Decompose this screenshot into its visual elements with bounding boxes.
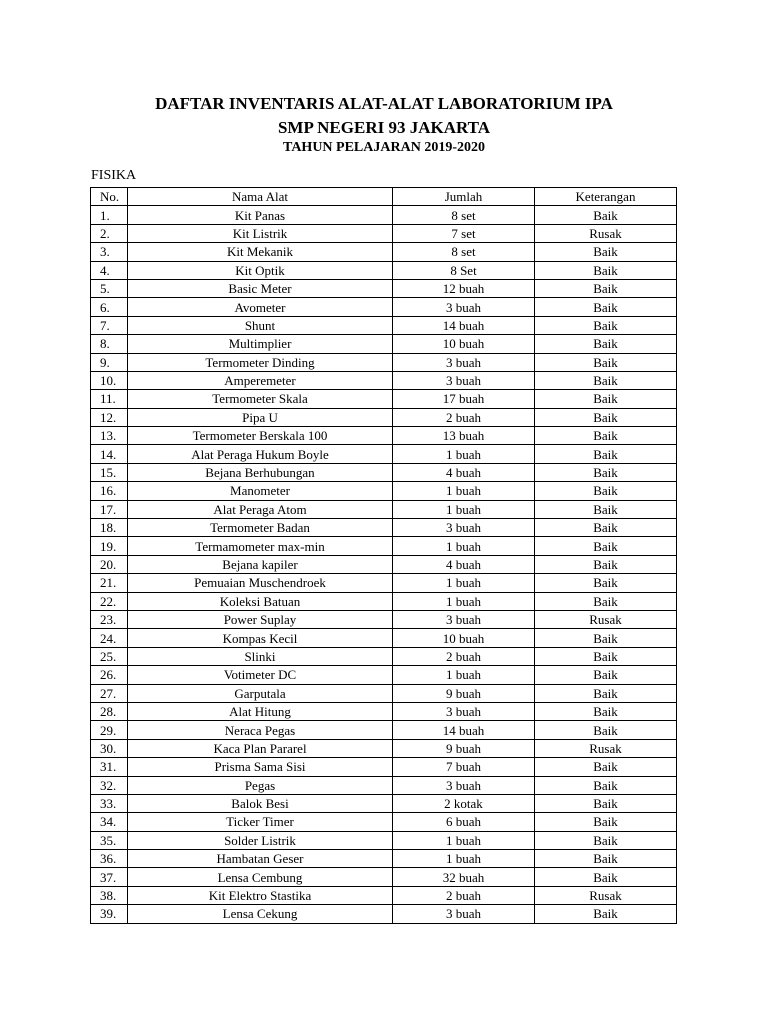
table-row xyxy=(91,224,677,242)
cell-keterangan: Baik xyxy=(535,592,677,610)
table-row xyxy=(91,702,677,720)
cell-nama-alat: Kompas Kecil xyxy=(128,629,393,647)
cell-jumlah: 9 buah xyxy=(393,684,535,702)
cell-nama-alat: Kaca Plan Pararel xyxy=(128,739,393,757)
cell-keterangan: Baik xyxy=(535,574,677,592)
cell-jumlah: 1 buah xyxy=(393,666,535,684)
cell-keterangan: Baik xyxy=(535,758,677,776)
cell-no: 15. xyxy=(91,463,128,481)
cell-jumlah: 3 buah xyxy=(393,776,535,794)
cell-keterangan: Baik xyxy=(535,500,677,518)
table-row xyxy=(91,721,677,739)
cell-jumlah: 3 buah xyxy=(393,371,535,389)
table-row xyxy=(91,500,677,518)
cell-no: 19. xyxy=(91,537,128,555)
cell-jumlah: 1 buah xyxy=(393,445,535,463)
table-row xyxy=(91,482,677,500)
table-row xyxy=(91,684,677,702)
cell-jumlah: 13 buah xyxy=(393,427,535,445)
table-row xyxy=(91,574,677,592)
cell-keterangan: Rusak xyxy=(535,610,677,628)
cell-jumlah: 1 buah xyxy=(393,592,535,610)
cell-nama-alat: Termometer Dinding xyxy=(128,353,393,371)
cell-no: 6. xyxy=(91,298,128,316)
cell-jumlah: 1 buah xyxy=(393,850,535,868)
cell-no: 21. xyxy=(91,574,128,592)
table-row xyxy=(91,868,677,886)
cell-keterangan: Baik xyxy=(535,316,677,334)
table-row xyxy=(91,886,677,904)
section-label: FISIKA xyxy=(91,168,137,183)
table-row xyxy=(91,610,677,628)
cell-keterangan: Baik xyxy=(535,647,677,665)
cell-jumlah: 7 set xyxy=(393,224,535,242)
table-header-row xyxy=(91,188,677,206)
table-row xyxy=(91,647,677,665)
cell-no: 1. xyxy=(91,206,128,224)
cell-jumlah: 12 buah xyxy=(393,279,535,297)
cell-no: 5. xyxy=(91,279,128,297)
cell-keterangan: Baik xyxy=(535,831,677,849)
cell-jumlah: 10 buah xyxy=(393,335,535,353)
cell-no: 18. xyxy=(91,519,128,537)
table-row xyxy=(91,463,677,481)
table-row xyxy=(91,537,677,555)
cell-jumlah: 3 buah xyxy=(393,519,535,537)
cell-keterangan: Rusak xyxy=(535,739,677,757)
cell-nama-alat: Kit Panas xyxy=(128,206,393,224)
column-header-keterangan: Keterangan xyxy=(535,188,677,206)
cell-nama-alat: Pemuaian Muschendroek xyxy=(128,574,393,592)
table-row xyxy=(91,739,677,757)
cell-nama-alat: Pegas xyxy=(128,776,393,794)
table-row xyxy=(91,555,677,573)
cell-jumlah: 3 buah xyxy=(393,610,535,628)
cell-no: 3. xyxy=(91,243,128,261)
cell-nama-alat: Lensa Cembung xyxy=(128,868,393,886)
table-body xyxy=(91,206,677,923)
cell-jumlah: 14 buah xyxy=(393,721,535,739)
cell-no: 9. xyxy=(91,353,128,371)
table-row xyxy=(91,629,677,647)
cell-nama-alat: Koleksi Batuan xyxy=(128,592,393,610)
cell-nama-alat: Shunt xyxy=(128,316,393,334)
cell-keterangan: Baik xyxy=(535,555,677,573)
cell-nama-alat: Solder Listrik xyxy=(128,831,393,849)
cell-no: 29. xyxy=(91,721,128,739)
table-row xyxy=(91,831,677,849)
cell-nama-alat: Alat Peraga Hukum Boyle xyxy=(128,445,393,463)
cell-keterangan: Baik xyxy=(535,519,677,537)
cell-no: 37. xyxy=(91,868,128,886)
cell-nama-alat: Power Suplay xyxy=(128,610,393,628)
cell-keterangan: Baik xyxy=(535,684,677,702)
table-row xyxy=(91,206,677,224)
document-title: DAFTAR INVENTARIS ALAT-ALAT LABORATORIUM IPA xyxy=(155,94,613,113)
cell-no: 4. xyxy=(91,261,128,279)
cell-jumlah: 4 buah xyxy=(393,555,535,573)
column-header-no: No. xyxy=(91,188,128,206)
cell-nama-alat: Lensa Cekung xyxy=(128,905,393,923)
cell-no: 12. xyxy=(91,408,128,426)
column-header-jumlah: Jumlah xyxy=(393,188,535,206)
cell-nama-alat: Termamometer max-min xyxy=(128,537,393,555)
cell-no: 27. xyxy=(91,684,128,702)
academic-year: TAHUN PELAJARAN 2019-2020 xyxy=(283,140,485,155)
cell-jumlah: 2 buah xyxy=(393,408,535,426)
cell-keterangan: Baik xyxy=(535,298,677,316)
cell-no: 23. xyxy=(91,610,128,628)
cell-nama-alat: Bejana Berhubungan xyxy=(128,463,393,481)
cell-nama-alat: Votimeter DC xyxy=(128,666,393,684)
cell-nama-alat: Hambatan Geser xyxy=(128,850,393,868)
cell-keterangan: Baik xyxy=(535,850,677,868)
cell-keterangan: Baik xyxy=(535,279,677,297)
cell-nama-alat: Termometer Skala xyxy=(128,390,393,408)
table-row xyxy=(91,279,677,297)
cell-keterangan: Baik xyxy=(535,408,677,426)
table-row xyxy=(91,427,677,445)
inventory-table xyxy=(90,187,677,924)
table-row xyxy=(91,776,677,794)
cell-jumlah: 8 Set xyxy=(393,261,535,279)
cell-jumlah: 2 buah xyxy=(393,886,535,904)
cell-jumlah: 1 buah xyxy=(393,500,535,518)
cell-jumlah: 17 buah xyxy=(393,390,535,408)
cell-keterangan: Baik xyxy=(535,868,677,886)
cell-nama-alat: Kit Elektro Stastika xyxy=(128,886,393,904)
cell-no: 24. xyxy=(91,629,128,647)
cell-keterangan: Rusak xyxy=(535,886,677,904)
cell-nama-alat: Slinki xyxy=(128,647,393,665)
cell-no: 39. xyxy=(91,905,128,923)
cell-keterangan: Baik xyxy=(535,353,677,371)
cell-jumlah: 14 buah xyxy=(393,316,535,334)
cell-no: 30. xyxy=(91,739,128,757)
column-header-nama-alat: Nama Alat xyxy=(128,188,393,206)
table-row xyxy=(91,850,677,868)
table-row xyxy=(91,905,677,923)
table-row xyxy=(91,519,677,537)
table-row xyxy=(91,794,677,812)
cell-jumlah: 32 buah xyxy=(393,868,535,886)
cell-nama-alat: Termometer Badan xyxy=(128,519,393,537)
cell-no: 28. xyxy=(91,702,128,720)
cell-no: 22. xyxy=(91,592,128,610)
cell-keterangan: Baik xyxy=(535,537,677,555)
cell-no: 8. xyxy=(91,335,128,353)
cell-keterangan: Baik xyxy=(535,445,677,463)
table-row xyxy=(91,408,677,426)
cell-nama-alat: Pipa U xyxy=(128,408,393,426)
cell-keterangan: Baik xyxy=(535,243,677,261)
cell-keterangan: Baik xyxy=(535,702,677,720)
cell-keterangan: Baik xyxy=(535,427,677,445)
cell-no: 38. xyxy=(91,886,128,904)
cell-nama-alat: Amperemeter xyxy=(128,371,393,389)
cell-no: 36. xyxy=(91,850,128,868)
cell-nama-alat: Multimplier xyxy=(128,335,393,353)
cell-jumlah: 3 buah xyxy=(393,702,535,720)
cell-keterangan: Baik xyxy=(535,335,677,353)
school-name: SMP NEGERI 93 JAKARTA xyxy=(277,118,491,137)
cell-keterangan: Baik xyxy=(535,721,677,739)
table-row xyxy=(91,316,677,334)
cell-no: 35. xyxy=(91,831,128,849)
table-row xyxy=(91,813,677,831)
cell-no: 33. xyxy=(91,794,128,812)
cell-jumlah: 9 buah xyxy=(393,739,535,757)
cell-jumlah: 8 set xyxy=(393,206,535,224)
cell-no: 2. xyxy=(91,224,128,242)
cell-nama-alat: Ticker Timer xyxy=(128,813,393,831)
table-row xyxy=(91,335,677,353)
table-row xyxy=(91,390,677,408)
cell-jumlah: 2 kotak xyxy=(393,794,535,812)
cell-jumlah: 3 buah xyxy=(393,298,535,316)
table-row xyxy=(91,758,677,776)
cell-jumlah: 3 buah xyxy=(393,353,535,371)
cell-no: 14. xyxy=(91,445,128,463)
cell-no: 26. xyxy=(91,666,128,684)
cell-keterangan: Baik xyxy=(535,629,677,647)
cell-jumlah: 3 buah xyxy=(393,905,535,923)
cell-nama-alat: Garputala xyxy=(128,684,393,702)
table-row xyxy=(91,298,677,316)
cell-jumlah: 1 buah xyxy=(393,537,535,555)
cell-jumlah: 8 set xyxy=(393,243,535,261)
cell-keterangan: Baik xyxy=(535,371,677,389)
cell-nama-alat: Alat Peraga Atom xyxy=(128,500,393,518)
cell-nama-alat: Basic Meter xyxy=(128,279,393,297)
cell-no: 25. xyxy=(91,647,128,665)
cell-nama-alat: Avometer xyxy=(128,298,393,316)
cell-keterangan: Baik xyxy=(535,813,677,831)
table-row xyxy=(91,261,677,279)
cell-jumlah: 7 buah xyxy=(393,758,535,776)
cell-no: 17. xyxy=(91,500,128,518)
cell-nama-alat: Kit Mekanik xyxy=(128,243,393,261)
cell-no: 34. xyxy=(91,813,128,831)
cell-jumlah: 4 buah xyxy=(393,463,535,481)
cell-nama-alat: Termometer Berskala 100 xyxy=(128,427,393,445)
table-row xyxy=(91,353,677,371)
cell-nama-alat: Kit Listrik xyxy=(128,224,393,242)
cell-no: 20. xyxy=(91,555,128,573)
cell-no: 13. xyxy=(91,427,128,445)
cell-no: 31. xyxy=(91,758,128,776)
cell-keterangan: Baik xyxy=(535,776,677,794)
cell-nama-alat: Bejana kapiler xyxy=(128,555,393,573)
cell-jumlah: 1 buah xyxy=(393,574,535,592)
cell-nama-alat: Balok Besi xyxy=(128,794,393,812)
cell-keterangan: Baik xyxy=(535,794,677,812)
table-row xyxy=(91,243,677,261)
cell-no: 11. xyxy=(91,390,128,408)
cell-no: 7. xyxy=(91,316,128,334)
cell-nama-alat: Kit Optik xyxy=(128,261,393,279)
table-row xyxy=(91,592,677,610)
table-row xyxy=(91,666,677,684)
cell-no: 10. xyxy=(91,371,128,389)
cell-jumlah: 1 buah xyxy=(393,831,535,849)
cell-keterangan: Baik xyxy=(535,666,677,684)
cell-no: 16. xyxy=(91,482,128,500)
cell-keterangan: Baik xyxy=(535,261,677,279)
table-row xyxy=(91,371,677,389)
cell-jumlah: 2 buah xyxy=(393,647,535,665)
cell-jumlah: 6 buah xyxy=(393,813,535,831)
cell-keterangan: Baik xyxy=(535,206,677,224)
cell-nama-alat: Alat Hitung xyxy=(128,702,393,720)
cell-jumlah: 10 buah xyxy=(393,629,535,647)
cell-no: 32. xyxy=(91,776,128,794)
table-row xyxy=(91,445,677,463)
cell-keterangan: Baik xyxy=(535,463,677,481)
cell-jumlah: 1 buah xyxy=(393,482,535,500)
cell-keterangan: Baik xyxy=(535,905,677,923)
cell-nama-alat: Neraca Pegas xyxy=(128,721,393,739)
cell-keterangan: Baik xyxy=(535,482,677,500)
cell-nama-alat: Prisma Sama Sisi xyxy=(128,758,393,776)
cell-keterangan: Rusak xyxy=(535,224,677,242)
cell-keterangan: Baik xyxy=(535,390,677,408)
cell-nama-alat: Manometer xyxy=(128,482,393,500)
